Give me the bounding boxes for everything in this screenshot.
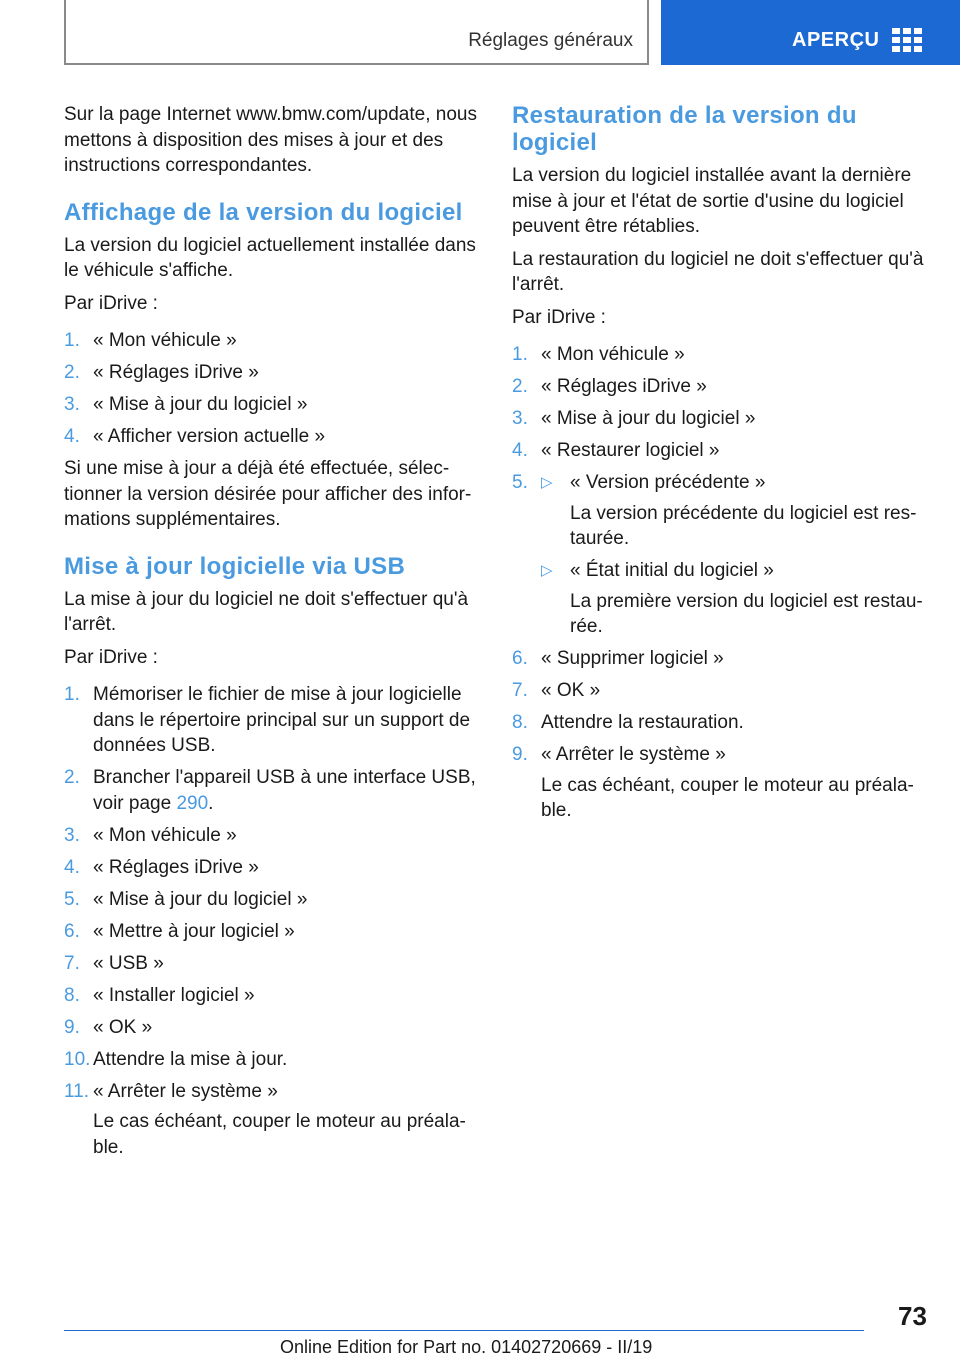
page-link[interactable]: 290 [176,792,209,814]
list-item: 2. « Réglages iDrive » [512,376,707,397]
list-item: 1. Mémoriser le fichier de mise à jour logicielle dans le répertoire principal sur un support de données USB. [64,684,471,756]
list-item: 6. « Mettre à jour logiciel » [64,920,295,942]
list-item: 1. « Mon véhicule » [512,344,685,365]
triangle-icon: ▷ [541,562,553,579]
section-tab [64,0,649,65]
edition-text: Online Edition for Part no. 01402720669 - II/19 [280,1337,653,1357]
step-note: Le cas échéant, couper le moteur au préalable. [541,774,914,821]
idrive-label: Par iDrive : [64,292,158,314]
intro-paragraph: Sur la page Internet www.bmw.com/update, nous mettons à disposition des mises à jour et des instructions correspondantes. [64,104,477,176]
list-item: 1. « Mon véhicule » [64,330,237,351]
list-item: 4. « Réglages iDrive » [64,856,259,878]
step-note: Le cas échéant, couper le moteur au préalable. [93,1111,466,1158]
footer-divider [64,1330,864,1331]
heading-usb-update: Mise à jour logicielle via USB [64,552,406,580]
page-number: 73 [898,1301,927,1331]
list-item: 6. « Supprimer logiciel » [512,648,724,669]
section-title: Réglages généraux [468,30,633,51]
heading-restore-version: Restauration de la version du logiciel [512,102,857,156]
paragraph-version-info: La version du logiciel actuellement installée dans le véhicule s'affiche. [64,234,476,281]
list-item: 8. « Installer logiciel » [64,984,255,1006]
restore-option: ▷ « État initial du logiciel » La première version du logiciel est restaurée. [541,560,923,637]
list-item: 5. ▷ « Version précédente » La version précédente du logiciel est restaurée. ▷ « État initial du logiciel » La première version du logiciel est restaurée. [512,470,930,640]
idrive-label: Par iDrive : [512,306,606,328]
overview-label: APERÇU [792,29,880,51]
list-item: 7. « USB » [64,952,164,974]
paragraph-select-version: Si une mise à jour a déjà été effectuée, sélectionner la version désirée pour afficher des informations supplémentaires. [64,458,472,530]
paragraph-restore-stop: La restauration du logiciel ne doit s'effectuer qu'à l'arrêt. [512,248,924,295]
heading-software-version: Affichage de la version du logiciel [64,198,463,226]
list-item: 9. « OK » [64,1016,153,1038]
overview-button[interactable] [661,0,960,65]
list-item: 3. « Mise à jour du logiciel » [512,408,756,429]
list-item: 9. « Arrêter le système » Le cas échéant, couper le moteur au préalable. [512,742,930,824]
left-column [64,102,478,1167]
list-item: 11. « Arrêter le système » Le cas échéant, couper le moteur au préalable. [64,1079,478,1161]
steps-restore [512,342,930,824]
list-item: 3. « Mise à jour du logiciel » [64,394,308,415]
list-item: 10. Attendre la mise à jour. [64,1048,288,1070]
steps-version-display [64,328,478,450]
triangle-icon: ▷ [541,474,553,491]
steps-usb-update [64,682,478,1160]
list-item: 4. « Afficher version actuelle » [64,426,326,447]
idrive-label: Par iDrive : [64,646,158,668]
list-item: 2. « Réglages iDrive » [64,362,259,383]
right-column [512,102,930,830]
list-item: 5. « Mise à jour du logiciel » [64,888,308,910]
list-item: 8. Attendre la restauration. [512,712,744,733]
grid-menu-icon [892,28,922,52]
list-item: 2. Brancher l'appareil USB à une interface USB, voir page 290. [64,767,476,814]
restore-option: ▷ « Version précédente » La version précédente du logiciel est restaurée. [541,472,917,549]
list-item: 7. « OK » [512,680,601,701]
paragraph-restore-info: La version du logiciel installée avant la dernière mise à jour et l'état de sortie d'usine du logiciel peuvent être rétablies. [512,165,912,237]
list-item: 4. « Restaurer logiciel » [512,440,720,461]
paragraph-usb-stop: La mise à jour du logiciel ne doit s'effectuer qu'à l'arrêt. [64,588,469,635]
list-item: 3. « Mon véhicule » [64,824,237,846]
